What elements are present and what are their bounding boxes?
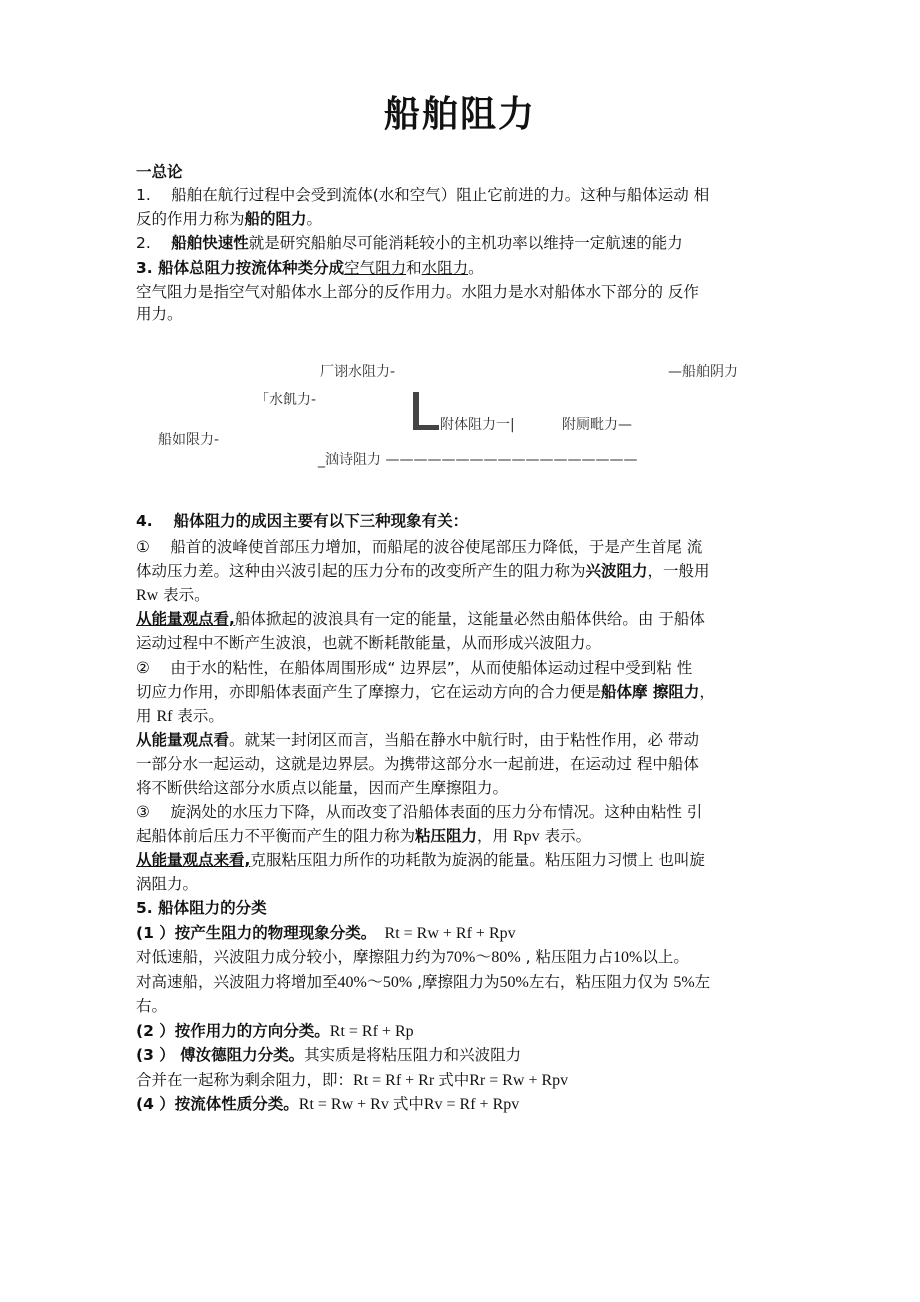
text-segment: 空气阻力是指空气对船体水上部分的反作用力。水阻力是水对船体水下部分的 反作 <box>136 283 699 301</box>
text-segment: 对低速船，兴波阻力成分较小，摩擦阻力约为 <box>136 948 447 966</box>
text-line <box>136 256 484 280</box>
text-line <box>136 752 699 776</box>
text-segment: Rw <box>136 587 159 604</box>
text-segment: 和 <box>406 259 422 277</box>
text-segment: Rr = Rw + Rpv <box>469 1072 569 1089</box>
diagram-label: 附厕毗力— <box>562 417 632 433</box>
text-line <box>136 535 702 559</box>
text-segment: 。 <box>468 259 484 277</box>
text-segment: Rt = Rf + Rr <box>353 1072 439 1089</box>
text-segment: Rv = Rf + Rpv <box>423 1096 520 1113</box>
text-line <box>136 1068 568 1092</box>
text-segment: 左 <box>694 973 711 991</box>
text-segment: 水阻力 <box>421 259 469 277</box>
text-segment: 涡阻力。 <box>136 875 199 893</box>
text-segment: 切应力作用，亦即船体表面产生了摩擦力，它在运动方向的合力便是 <box>136 683 602 701</box>
text-segment: 将不断供给这部分水质点以能量，因而产生摩擦阻力。 <box>136 779 509 797</box>
text-segment: Rt = Rf + Rp <box>329 1023 414 1040</box>
text-segment: 船的阻力 <box>244 210 307 228</box>
text-segment: 一部分水一起运动，这就是边界层。为携带这部分水一起前进，在运动过 程中船体 <box>136 755 699 773</box>
text-segment: 其实质是将粘压阻力和兴波阻力 <box>304 1046 522 1064</box>
diagram-label: 船如限力- <box>158 432 220 448</box>
text-line <box>136 896 267 920</box>
text-segment: 运动过程中不断产生波浪，也就不断耗散能量，从而形成兴波阻力。 <box>136 634 602 652</box>
text-segment: 合并在一起称为剩余阻力，即： <box>136 1071 354 1089</box>
text-segment: 5% <box>673 974 695 991</box>
text-line <box>136 1043 521 1067</box>
text-segment: 表示。 <box>172 707 224 725</box>
text-segment: 2. <box>136 234 172 252</box>
text-segment: 40%〜50% <box>337 974 413 991</box>
text-segment: 兴波阻力 <box>585 562 648 580</box>
text-segment: 表示。 <box>539 827 592 845</box>
text-line <box>136 824 591 848</box>
text-line <box>136 583 210 607</box>
text-line <box>136 800 702 824</box>
text-segment: 对高速船，兴波阻力将增加至 <box>136 973 338 991</box>
text-segment: 70%〜80% <box>446 949 521 966</box>
text-line <box>136 921 516 945</box>
diagram-label: _汹诗阻力 —————————————————— <box>318 452 638 468</box>
text-segment: ， <box>699 683 715 701</box>
text-segment: 表示。 <box>158 586 210 604</box>
text-line <box>136 680 715 704</box>
text-segment: ，一般用 <box>647 562 710 580</box>
text-segment: 从能量观点看, <box>136 610 235 628</box>
page-title: 船舶阻力 <box>383 94 536 135</box>
text-segment: Rt = Rw + Rf + Rpv <box>368 925 516 942</box>
text-line <box>136 1019 414 1043</box>
text-segment: 1. 船舶在航行过程中会受到流体(水和空气）阻止它前进的力。这种与船体运动 相 <box>136 186 710 204</box>
text-segment: ，用 <box>477 827 513 845</box>
text-line <box>136 970 710 994</box>
diagram-label: 「水飢力- <box>255 392 317 408</box>
text-segment: Rf <box>156 708 173 725</box>
text-line <box>136 872 198 896</box>
text-segment: ① 船首的波峰使首部压力增加，而船尾的波谷使尾部压力降低，于是产生首尾 流 <box>136 538 703 556</box>
text-segment: Rt = Rw + Rv <box>298 1096 393 1113</box>
text-segment: 克服粘压阻力所作的功耗散为旋涡的能量。粘压阻力习惯上 也叫旋 <box>250 851 705 869</box>
text-line <box>136 183 709 207</box>
text-segment: 船体摩 擦阻力 <box>601 683 700 701</box>
text-line <box>136 656 692 680</box>
text-segment: 式中 <box>392 1095 424 1113</box>
text-segment: 用力。 <box>136 305 183 323</box>
text-line <box>136 607 705 631</box>
text-segment: 从能量观点来看, <box>136 851 251 869</box>
text-segment: 用 <box>136 707 157 725</box>
text-line <box>136 231 683 255</box>
text-line <box>136 559 710 583</box>
text-segment: 10% <box>612 949 643 966</box>
text-segment: 50% <box>499 974 529 991</box>
text-segment: 船舶快速性 <box>171 234 249 252</box>
text-segment: (1 ）按产生阻力的物理现象分类。 <box>136 924 369 942</box>
text-segment: 以上。 <box>642 948 689 966</box>
text-line <box>136 509 468 533</box>
text-segment: 4. 船体阻力的成因主要有以下三种现象有关： <box>136 512 469 530</box>
text-segment: 体动压力差。这种由兴波引起的压力分布的改变所产生的阻力称为 <box>136 562 586 580</box>
bracket-line <box>413 425 439 430</box>
text-segment: 空气阻力 <box>344 259 407 277</box>
text-segment: Rpv <box>512 828 540 845</box>
text-segment: 左右，粘压阻力仅为 <box>528 973 674 991</box>
text-segment: ③ 旋涡处的水压力下降，从而改变了沿船体表面的压力分布情况。这种由粘性 引 <box>136 803 703 821</box>
text-segment: 5. 船体阻力的分类 <box>136 899 267 917</box>
diagram-label: 厂诩水阻力- <box>320 364 396 380</box>
text-line <box>136 1092 519 1116</box>
text-line <box>136 848 705 872</box>
text-segment: (3 ） 傅汝德阻力分类。 <box>136 1046 305 1064</box>
text-line <box>136 704 224 728</box>
text-segment: (4 ）按流体性质分类。 <box>136 1095 299 1113</box>
text-segment: 。就某一封闭区而言，当船在静水中航行时，由于粘性作用，必 带动 <box>229 731 699 749</box>
text-segment: 右。 <box>136 997 168 1015</box>
text-segment: 船体掀起的波浪具有一定的能量，这能量必然由船体供给。由 于船体 <box>234 610 705 628</box>
text-segment: 一总论 <box>136 163 183 181</box>
text-segment: 从能量观点看 <box>136 731 230 749</box>
text-segment: 起船体前后压力不平衡而产生的阻力称为 <box>136 827 416 845</box>
text-segment: 粘压阻力 <box>415 827 478 845</box>
text-line <box>136 207 322 231</box>
text-line <box>136 994 167 1018</box>
text-line <box>136 302 183 326</box>
text-line <box>136 631 601 655</box>
text-line <box>136 776 508 800</box>
text-segment: , 粘压阻力占 <box>520 948 613 966</box>
text-line <box>136 945 689 969</box>
diagram-label: —船舶阴力 <box>668 364 738 380</box>
text-segment: ,摩擦阻力为 <box>412 973 500 991</box>
text-segment: 就是研究船舶尽可能消耗较小的主机功率以维持一定航速的能力 <box>248 234 683 252</box>
text-segment: ② 由于水的粘性，在船体周围形成“ 边界层”，从而使船体运动过程中受到粘 性 <box>136 659 693 677</box>
text-line <box>136 728 699 752</box>
text-line <box>136 280 699 304</box>
text-segment: 。 <box>306 210 323 228</box>
text-line <box>136 160 183 184</box>
diagram-label: 附体阻力一| <box>440 417 515 433</box>
text-segment: 3. 船体总阻力按流体种类分成 <box>136 259 345 277</box>
text-segment: 反的作用力称为 <box>136 210 245 228</box>
text-segment: 式中 <box>438 1071 470 1089</box>
text-segment: (2 ）按作用力的方向分类。 <box>136 1022 330 1040</box>
